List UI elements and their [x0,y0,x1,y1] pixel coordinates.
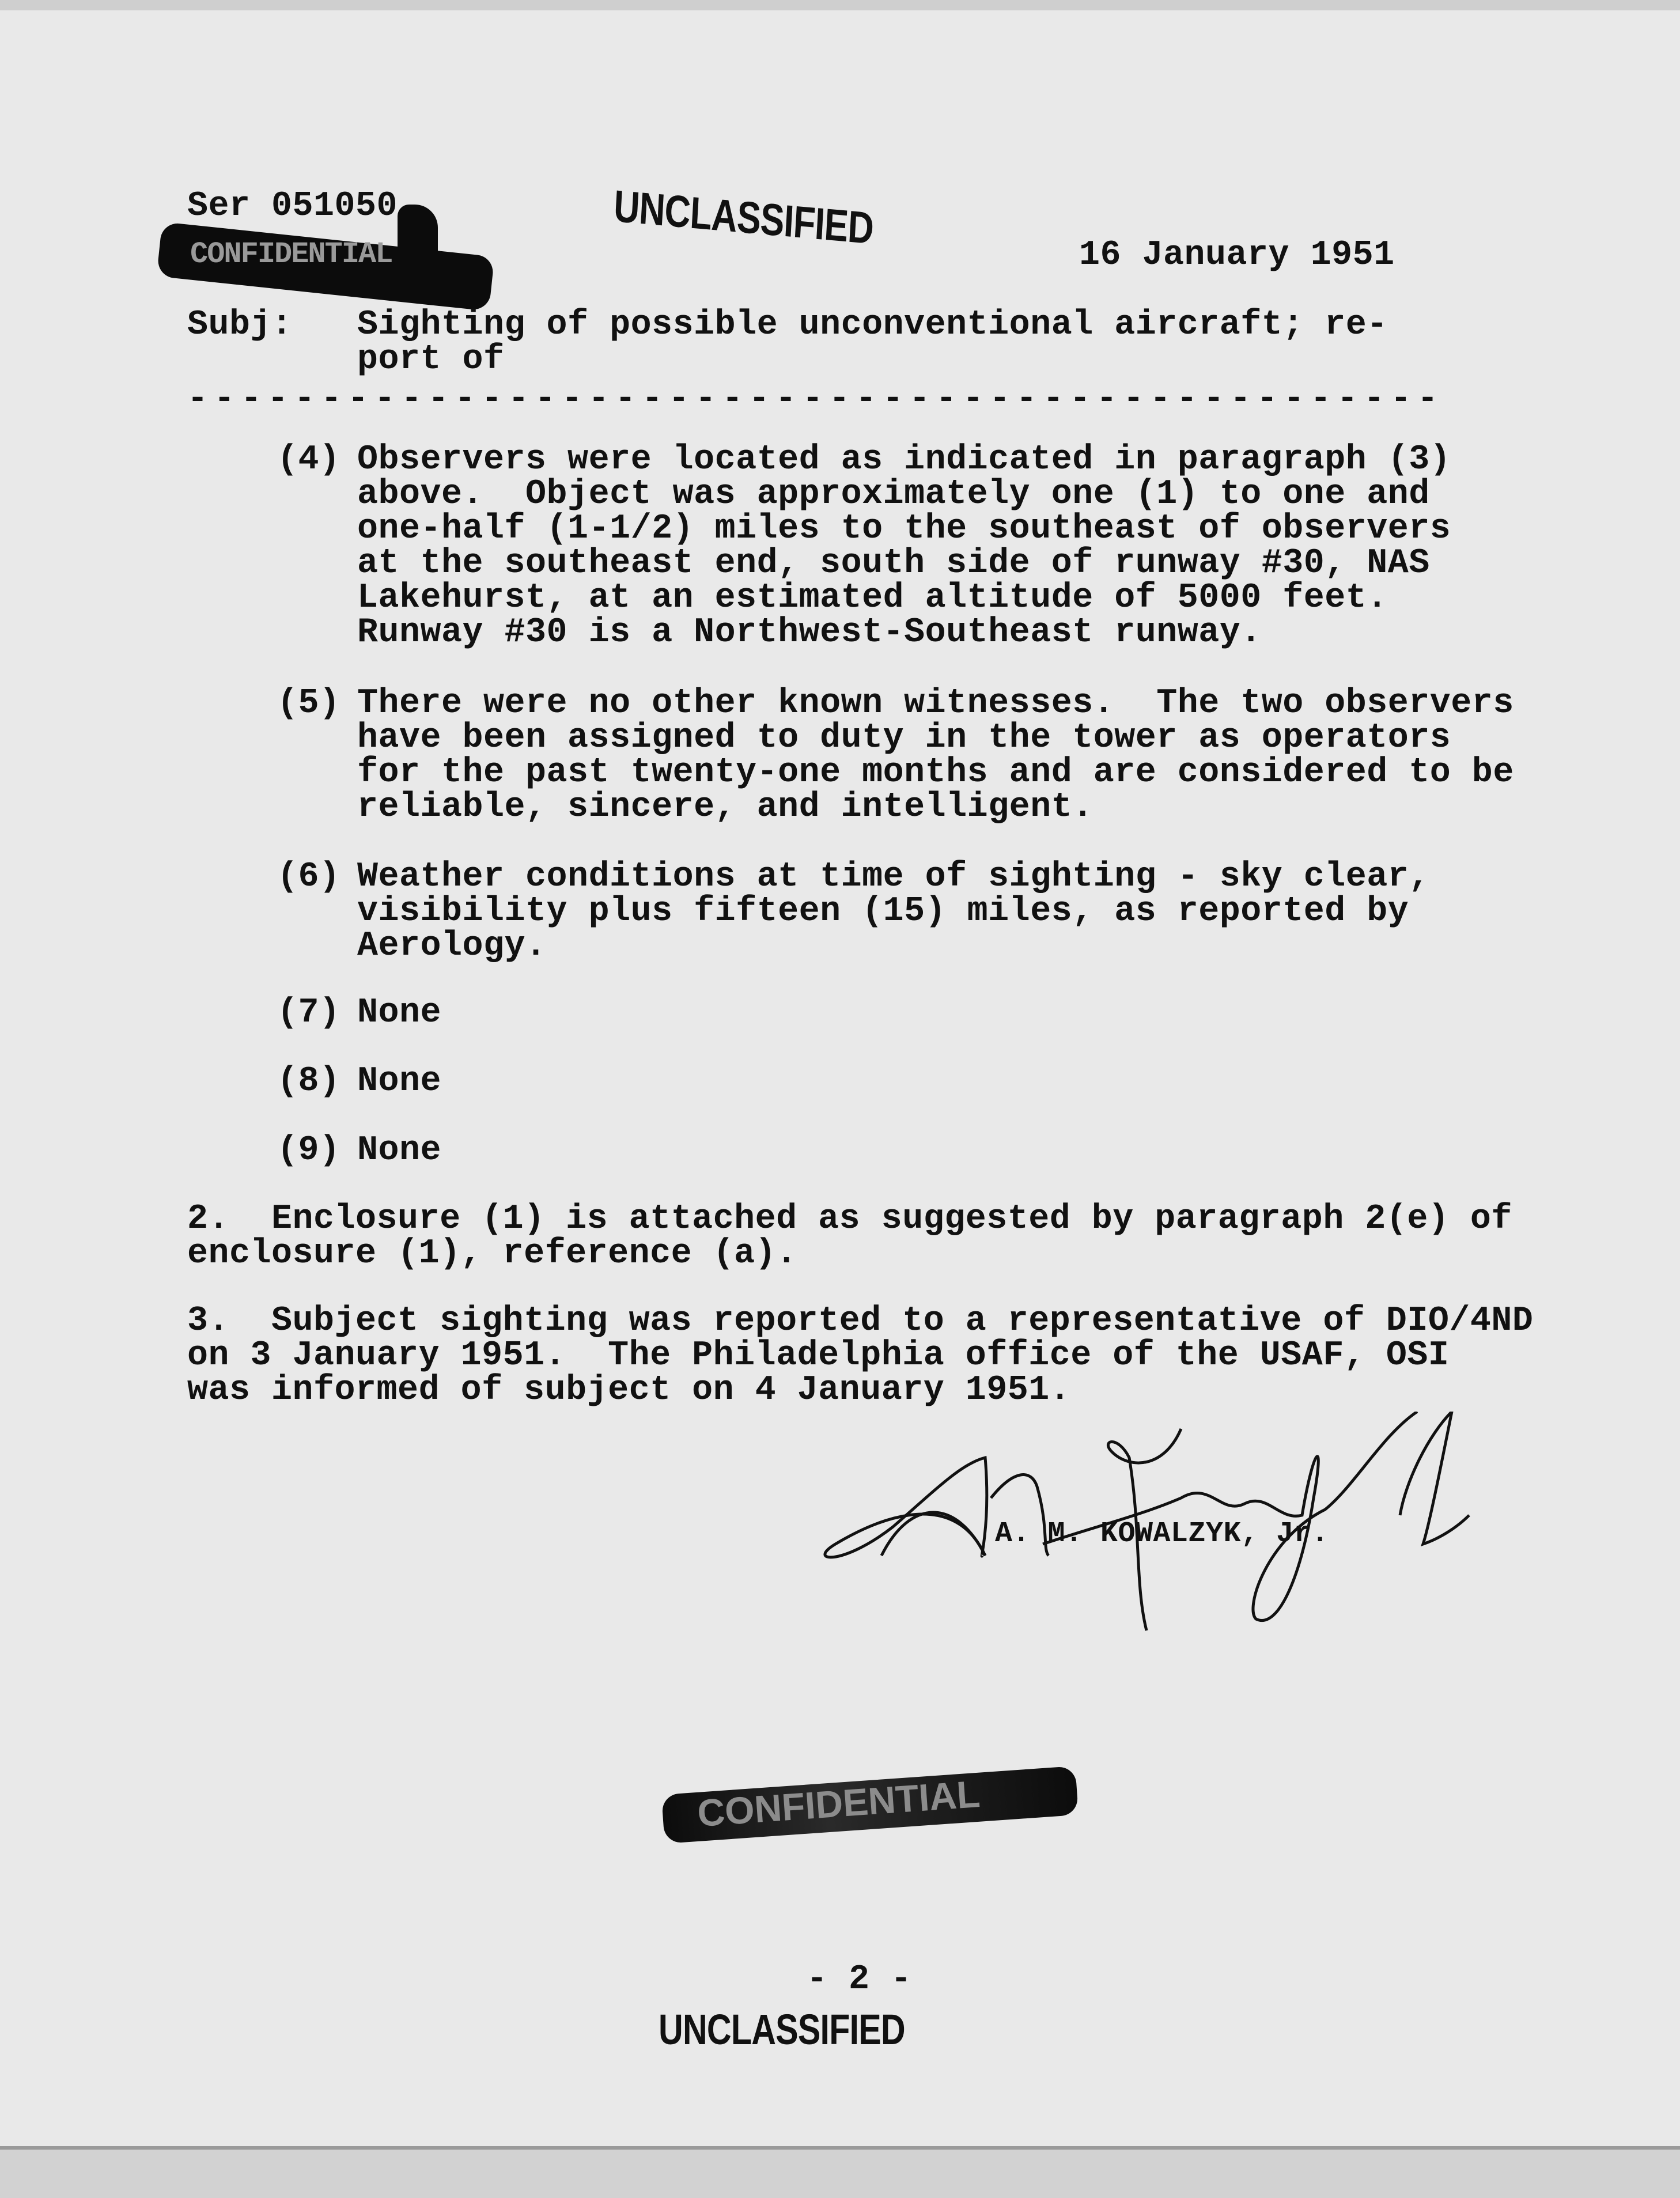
redacted-marking-top: CONFIDENTIAL [190,237,392,271]
numbered-paragraph-line: enclosure (1), reference (a). [187,1234,797,1273]
page-number: - 2 - [807,1960,912,1999]
paragraph-line: for the past twenty-one months and are considered to be [357,753,1514,792]
serial-number: Ser 051050 [187,187,398,226]
separator-line: - - - - - - - - - - - - - - - - - - - - - - - - - - - - - - - - - - - - - - - - - - - - - - - [187,380,1431,419]
subject-line-2: port of [357,340,505,379]
document-date: 16 January 1951 [1079,236,1395,275]
signature-typed-name: A. M. KOWALZYK, Jr. [995,1518,1329,1550]
scan-top-edge [0,0,1680,10]
paragraph-line: None [357,1062,442,1101]
paragraph-line: one-half (1-1/2) miles to the southeast of observers [357,509,1451,548]
paragraph-line: visibility plus fifteen (15) miles, as reported by [357,892,1409,931]
paragraph-number: (8) [277,1062,340,1101]
classification-stamp-bottom: UNCLASSIFIED [659,2006,905,2053]
paragraph-number: (9) [277,1131,340,1170]
numbered-paragraph-line: was informed of subject on 4 January 1951. [187,1371,1071,1410]
paragraph-line: have been assigned to duty in the tower as operators [357,718,1451,758]
paragraph-number: (5) [277,684,340,723]
paragraph-line: Observers were located as indicated in paragraph (3) [357,440,1451,479]
paragraph-line: Weather conditions at time of sighting - sky clear, [357,857,1430,896]
subject-line-1: Sighting of possible unconventional aircraft; re- [357,305,1388,345]
scan-bottom-edge [0,2146,1680,2198]
paragraph-number: (4) [277,440,340,479]
paragraph-line: Aerology. [357,926,547,966]
paragraph-line: There were no other known witnesses. The two observers [357,684,1514,723]
numbered-paragraph-line: 2. Enclosure (1) is attached as suggested by paragraph 2(e) of [187,1200,1512,1239]
paragraph-line: None [357,993,442,1032]
subject-label: Subj: [187,305,293,345]
classification-stamp-top: UNCLASSIFIED [612,180,875,254]
paragraph-line: None [357,1131,442,1170]
paragraph-line: Lakehurst, at an estimated altitude of 5000 feet. [357,578,1388,618]
paragraph-line: Runway #30 is a Northwest-Southeast runway. [357,613,1262,652]
numbered-paragraph-line: 3. Subject sighting was reported to a representative of DIO/4ND [187,1302,1534,1341]
redacted-marking-bottom: CONFIDENTIAL [696,1772,982,1835]
paragraph-line: above. Object was approximately one (1) to one and [357,475,1430,514]
paragraph-number: (7) [277,993,340,1032]
numbered-paragraph-line: on 3 January 1951. The Philadelphia office of the USAF, OSI [187,1336,1450,1375]
paragraph-line: reliable, sincere, and intelligent. [357,788,1093,827]
paragraph-line: at the southeast end, south side of runway #30, NAS [357,544,1430,583]
paragraph-number: (6) [277,857,340,896]
redaction-mark-top-2 [398,205,438,256]
